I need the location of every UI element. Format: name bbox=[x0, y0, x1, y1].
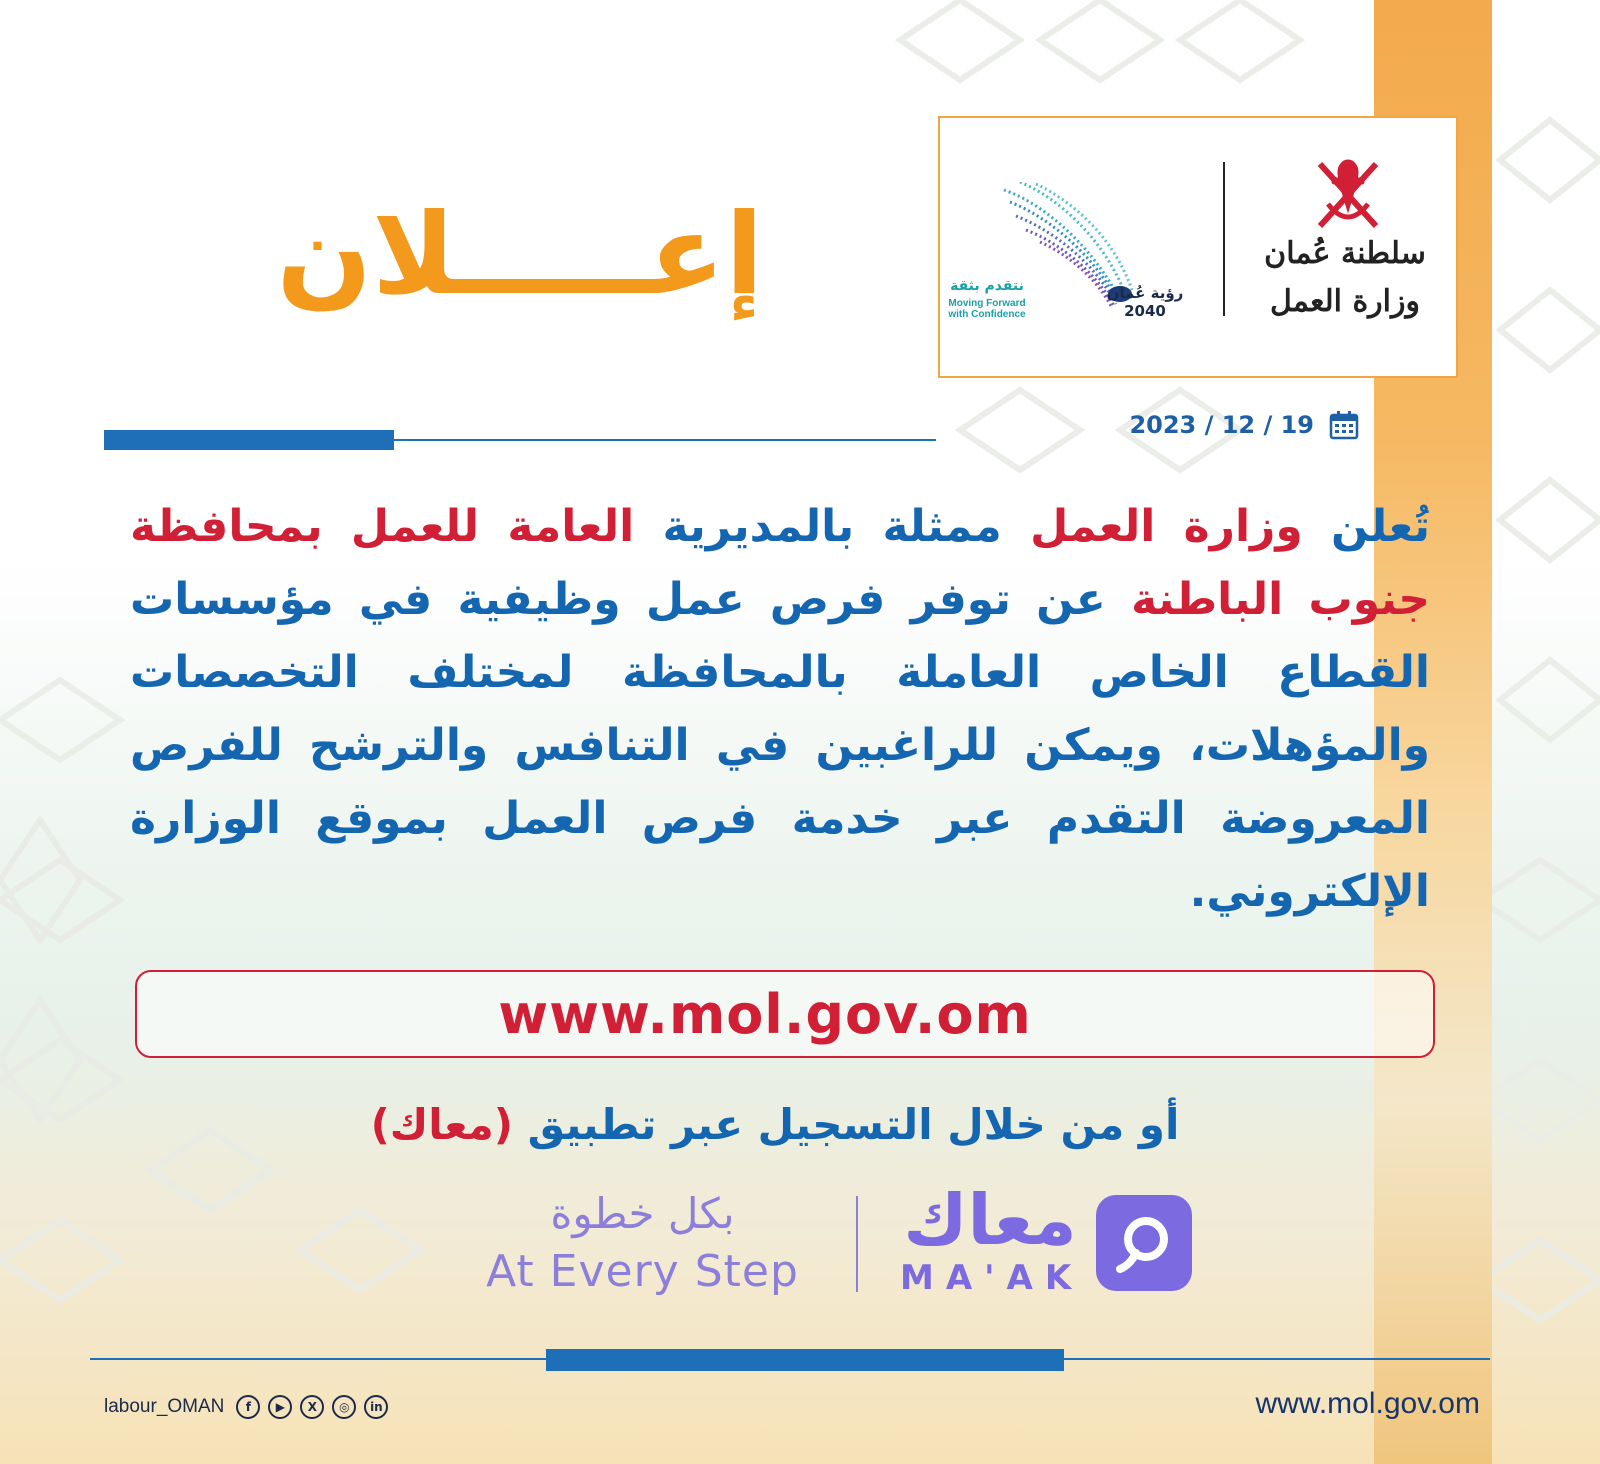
calendar-icon bbox=[1328, 409, 1360, 441]
instagram-icon[interactable]: ◎ bbox=[332, 1395, 356, 1419]
slogan-en-line1: Moving Forward bbox=[948, 298, 1026, 309]
maak-separator bbox=[856, 1196, 858, 1292]
maak-tagline-en: At Every Step bbox=[486, 1246, 799, 1297]
social-handle-row bbox=[104, 1392, 388, 1422]
oman-emblem-icon bbox=[1310, 154, 1386, 234]
body-part-3: ممثلة بالمديرية bbox=[634, 501, 1031, 552]
body-part-5: عن توفر فرص عمل وظيفية في مؤسسات القطاع الخاص العاملة بالمحافظة لمختلف التخصصات والمؤهلات، ويمكن للراغبين في التنافس والترشح للفرص المعروضة التقدم عبر خدمة فرص العمل بموقع الوزارة الإلكتروني. bbox=[130, 574, 1430, 917]
website-url-link[interactable]: www.mol.gov.om bbox=[498, 982, 1032, 1046]
body-part-2-highlight: وزارة العمل bbox=[1030, 501, 1303, 552]
vision-2040-text: رؤية عُمان 2040 bbox=[1106, 284, 1184, 320]
maak-app-icon[interactable] bbox=[1096, 1195, 1192, 1291]
maak-logo-icon bbox=[1096, 1195, 1192, 1291]
x-icon[interactable]: X bbox=[300, 1395, 324, 1419]
logo-panel bbox=[938, 116, 1458, 378]
maak-name-ar: معاك bbox=[903, 1179, 1077, 1261]
announcement-body bbox=[130, 490, 1430, 928]
facebook-icon[interactable]: f bbox=[236, 1395, 260, 1419]
app-registration-line bbox=[300, 1090, 1250, 1160]
slogan-en-line2: with Confidence bbox=[948, 309, 1026, 320]
date-row bbox=[1100, 402, 1360, 448]
footer-website[interactable]: www.mol.gov.om bbox=[1255, 1387, 1480, 1420]
ministry-name-line1: سلطنة عُمان bbox=[1264, 236, 1426, 271]
ministry-name-line2: وزارة العمل bbox=[1270, 284, 1420, 319]
top-divider bbox=[104, 439, 936, 441]
logo-separator bbox=[1223, 162, 1225, 316]
slogan-ar: نتقدم بثقة bbox=[950, 278, 1024, 294]
body-part-1: تُعلن bbox=[1302, 501, 1430, 552]
body-part-4-highlight: العامة للعمل بمحافظة جنوب الباطنة bbox=[130, 501, 1430, 625]
social-handle: labour_OMAN bbox=[104, 1396, 225, 1417]
announcement-date: 2023 / 12 / 19 bbox=[1129, 411, 1314, 439]
linkedin-icon[interactable]: in bbox=[364, 1395, 388, 1419]
bottom-divider bbox=[90, 1358, 1490, 1360]
youtube-icon[interactable]: ▶ bbox=[268, 1395, 292, 1419]
app-name-highlight: (معاك) bbox=[370, 1100, 513, 1149]
maak-tagline-ar: بكل خطوة bbox=[550, 1189, 735, 1238]
app-line-text: أو من خلال التسجيل عبر تطبيق bbox=[512, 1100, 1180, 1149]
maak-name-en: MA'AK bbox=[900, 1258, 1084, 1298]
website-url-box[interactable] bbox=[135, 970, 1435, 1058]
announcement-title: إعـــــلان bbox=[276, 190, 764, 320]
